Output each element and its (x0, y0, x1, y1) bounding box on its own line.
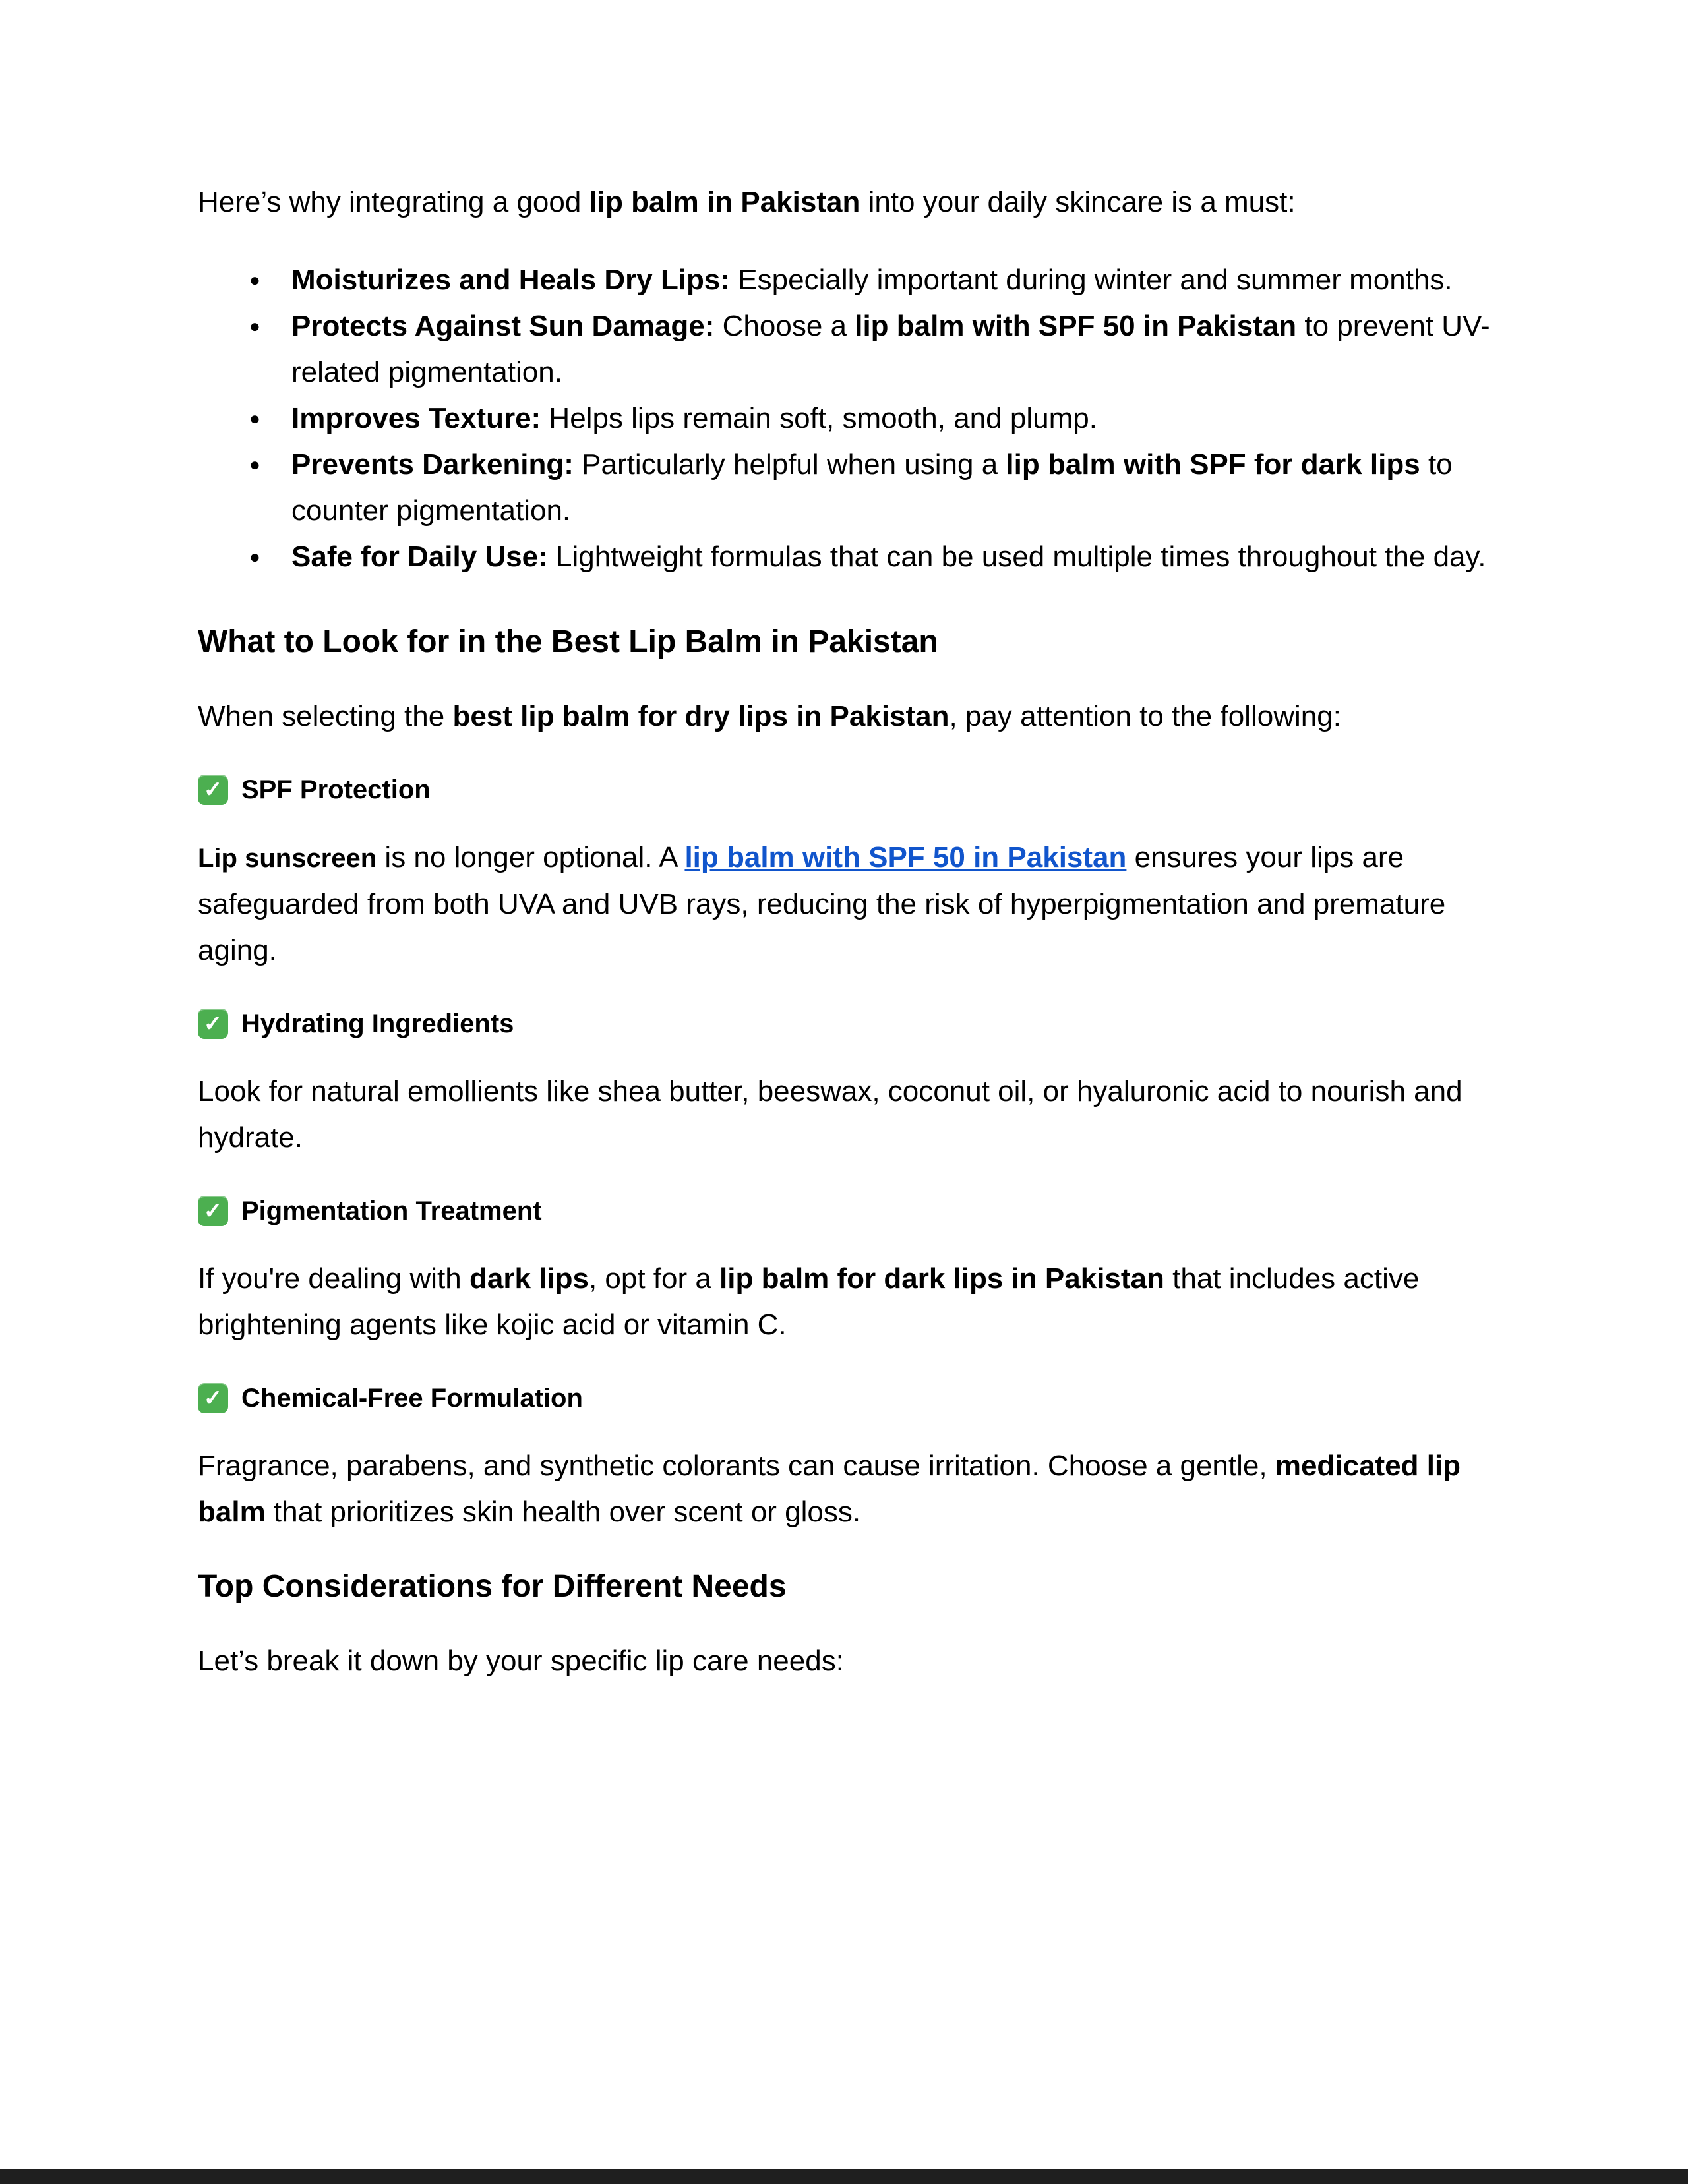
text-segment: lip balm for dark lips in Pakistan (719, 1262, 1164, 1295)
check-mark-icon (198, 1009, 228, 1039)
inline-link[interactable]: lip balm with SPF 50 in Pakistan (684, 841, 1127, 873)
subheading-hydrating-ingredients (198, 1005, 1490, 1042)
hydrating-ingredients-paragraph (198, 1069, 1490, 1161)
criteria-intro-paragraph (198, 694, 1490, 740)
check-mark-icon (198, 1383, 228, 1413)
check-mark-icon (198, 1196, 228, 1226)
benefit-item-darkening (198, 442, 1490, 534)
spf-protection-paragraph (198, 835, 1490, 974)
text-segment: Choose a (714, 310, 855, 342)
benefit-item-daily-use (198, 534, 1490, 580)
subheading-label: Chemical-Free Formulation (241, 1383, 583, 1413)
check-glyph: ✓ (203, 1011, 223, 1036)
text-segment: Here’s why integrating a good (198, 186, 589, 218)
subheading-spf-protection (198, 771, 1490, 808)
text-segment: If you're dealing with (198, 1262, 469, 1295)
text-segment: lip balm in Pakistan (589, 186, 860, 218)
text-segment: Protects Against Sun Damage: (291, 310, 715, 342)
text-segment: Improves Texture: (291, 402, 541, 434)
benefit-item-texture (198, 396, 1490, 442)
text-segment: to counter pigmentation. (291, 448, 1453, 527)
text-segment: Helps lips remain soft, smooth, and plump. (541, 402, 1097, 434)
text-segment: into your daily skincare is a must: (860, 186, 1296, 218)
text-segment: , pay attention to the following: (949, 700, 1341, 732)
heading-what-to-look-for: What to Look for in the Best Lip Balm in Pakistan (198, 624, 938, 659)
text-segment: that includes active brightening agents like kojic acid or vitamin C. (198, 1262, 1420, 1341)
considerations-intro-paragraph (198, 1638, 1490, 1684)
text-segment: Particularly helpful when using a (573, 448, 1006, 481)
text-segment: Especially important during winter and summer months. (730, 264, 1453, 296)
text-segment: is no longer optional. A (377, 841, 685, 873)
subheading-label: Pigmentation Treatment (241, 1196, 542, 1225)
intro-paragraph (198, 179, 1490, 225)
text-segment: , opt for a (588, 1262, 720, 1295)
subheading-chemical-free (198, 1380, 1490, 1417)
check-glyph: ✓ (203, 1198, 223, 1224)
heading-top-considerations: Top Considerations for Different Needs (198, 1569, 787, 1604)
check-glyph: ✓ (203, 1386, 223, 1411)
check-glyph: ✓ (203, 777, 223, 802)
subheading-label: SPF Protection (241, 775, 431, 804)
text-segment: Look for natural emollients like shea butter, beeswax, coconut oil, or hyaluronic acid to nourish and hydrate. (198, 1075, 1462, 1154)
text-segment: to prevent UV-related pigmentation. (291, 310, 1490, 388)
text-segment: When selecting the (198, 700, 453, 732)
chemical-free-paragraph (198, 1443, 1490, 1535)
benefit-item-sun-damage (198, 303, 1490, 396)
pigmentation-treatment-paragraph (198, 1256, 1490, 1348)
text-segment: best lip balm for dry lips in Pakistan (452, 700, 950, 732)
text-segment: Lightweight formulas that can be used multiple times throughout the day. (547, 541, 1486, 573)
text-segment: Prevents Darkening: (291, 448, 574, 481)
text-segment: dark lips (469, 1262, 589, 1295)
text-segment: Safe for Daily Use: (291, 541, 548, 573)
subheading-label: Hydrating Ingredients (241, 1009, 514, 1038)
text-segment: Let’s break it down by your specific lip care needs: (198, 1645, 844, 1677)
text-segment: lip balm with SPF for dark lips (1006, 448, 1420, 481)
check-mark-icon (198, 775, 228, 805)
page-bottom-edge (0, 2169, 1688, 2184)
text-segment: ensures your lips are safeguarded from both UVA and UVB rays, reducing the risk of hyperpigmentation and premature aging. (198, 841, 1446, 966)
subheading-pigmentation-treatment (198, 1193, 1490, 1229)
benefit-item-moisturizes (198, 257, 1490, 303)
text-segment: medicated lip balm (198, 1450, 1461, 1528)
text-segment: lip balm with SPF 50 in Pakistan (855, 310, 1297, 342)
text-segment: that prioritizes skin health over scent or gloss. (265, 1496, 861, 1528)
benefits-list (198, 257, 1490, 580)
text-segment: Moisturizes and Heals Dry Lips: (291, 264, 731, 296)
text-segment: Fragrance, parabens, and synthetic colorants can cause irritation. Choose a gentle, (198, 1450, 1275, 1482)
text-segment: Lip sunscreen (198, 844, 377, 873)
